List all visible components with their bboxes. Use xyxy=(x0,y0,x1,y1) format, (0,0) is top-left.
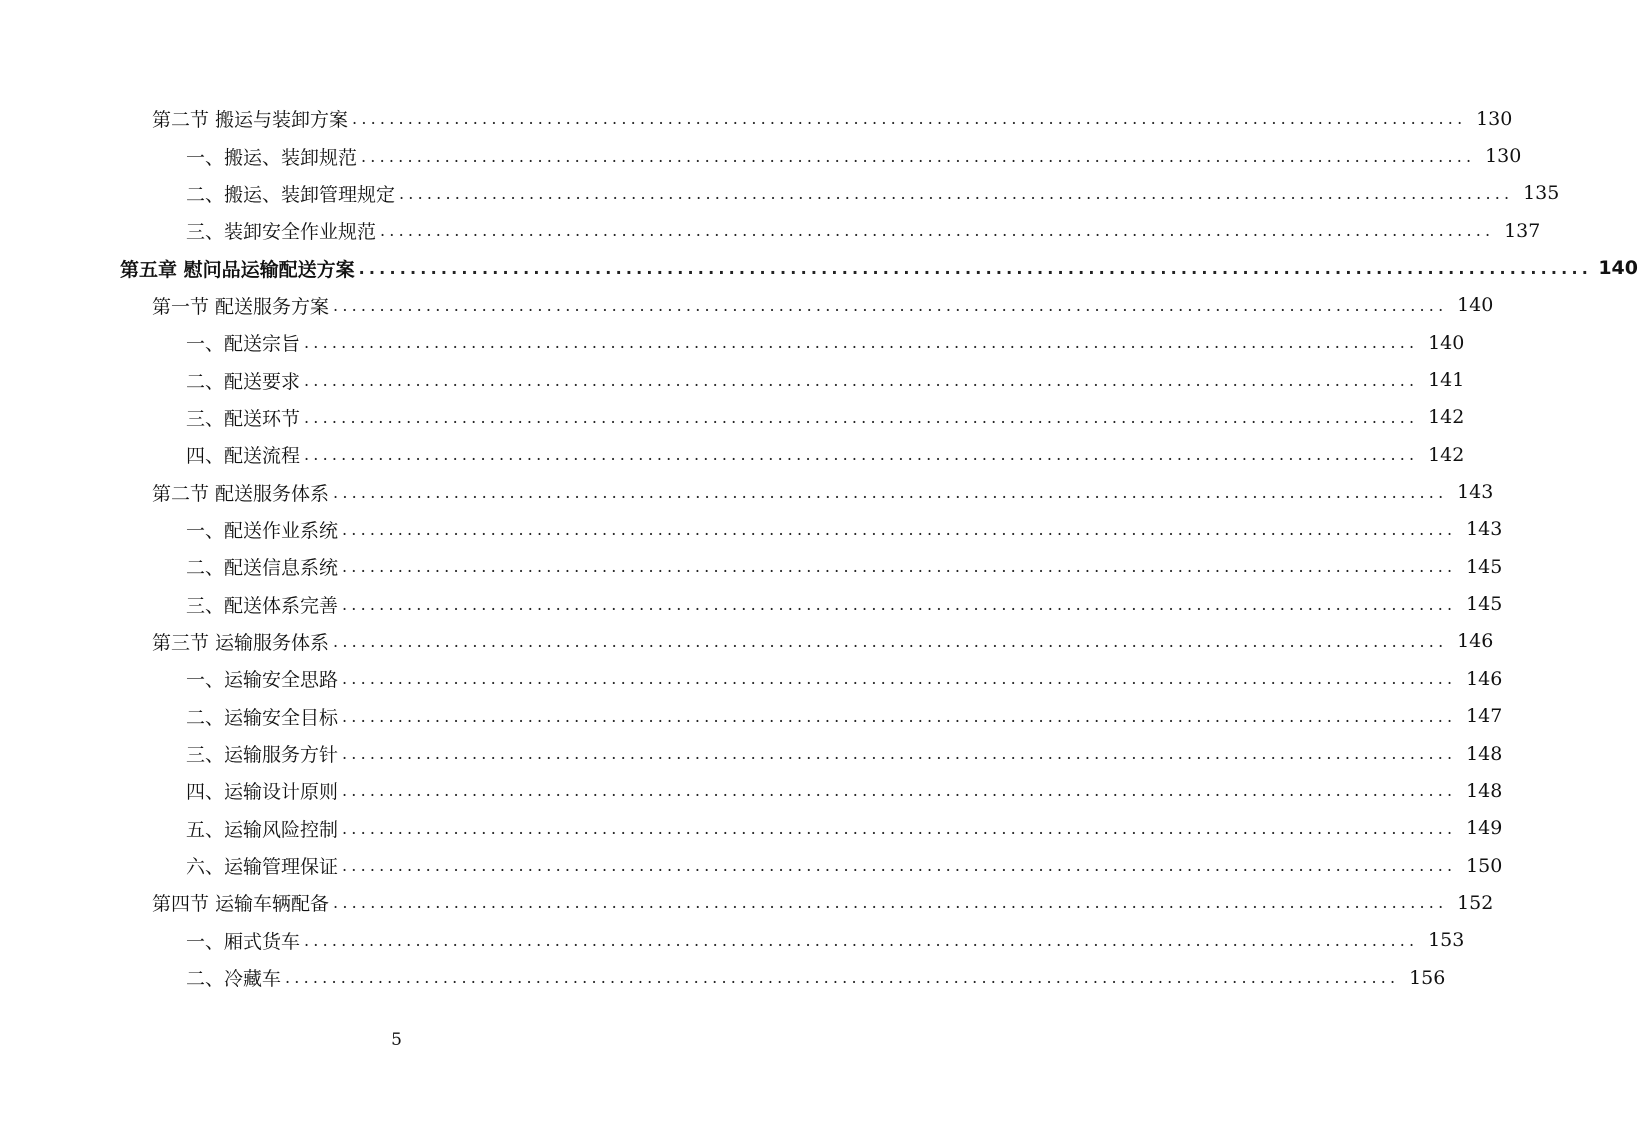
toc-entry-page: 146 xyxy=(1457,630,1494,653)
toc-entry[interactable] xyxy=(0,473,1494,510)
toc-dot-leader: ........................................................................................................................ xyxy=(380,221,1495,241)
toc-entry-page: 140 xyxy=(1598,257,1638,280)
toc-dot-leader: ........................................................................................................................ xyxy=(342,594,1457,614)
toc-entry[interactable] xyxy=(0,585,1503,622)
toc-dot-leader: ........................................................................................................................ xyxy=(333,893,1448,913)
toc-entry-page: 145 xyxy=(1466,555,1503,578)
toc-entry-title: 五、运输风险控制 xyxy=(186,818,339,841)
toc-entry-page: 148 xyxy=(1466,742,1503,765)
toc-entry-page: 145 xyxy=(1466,593,1503,616)
toc-entry-page: 149 xyxy=(1466,817,1503,840)
toc-entry-page: 143 xyxy=(1466,518,1503,541)
toc-entry-title: 一、配送宗旨 xyxy=(186,333,301,356)
toc-entry-title: 六、运输管理保证 xyxy=(186,856,339,879)
toc-entry[interactable] xyxy=(0,436,1465,473)
toc-dot-leader: ........................................................................................................................ xyxy=(304,930,1419,950)
toc-entry-page: 137 xyxy=(1504,219,1541,242)
toc-entry-title: 二、配送要求 xyxy=(186,370,301,393)
toc-entry-page: 140 xyxy=(1457,294,1494,317)
toc-entry-title: 二、运输安全目标 xyxy=(186,706,339,729)
toc-dot-leader: ........................................................................................................................ xyxy=(342,669,1457,689)
toc-entry-page: 156 xyxy=(1409,966,1446,989)
toc-entry[interactable] xyxy=(0,175,1560,212)
toc-entry[interactable] xyxy=(0,548,1503,585)
toc-entry-page: 153 xyxy=(1428,929,1465,952)
toc-entry[interactable] xyxy=(0,361,1465,398)
page-number: 5 xyxy=(391,1030,402,1050)
toc-entry-page: 143 xyxy=(1457,481,1494,504)
toc-entry-title: 一、运输安全思路 xyxy=(186,669,339,692)
toc-dot-leader: ........................................................................................................................ xyxy=(304,445,1419,465)
toc-entry[interactable] xyxy=(0,324,1465,361)
toc-dot-leader: ........................................................................................................................ xyxy=(342,781,1457,801)
toc-entry-page: 130 xyxy=(1476,107,1513,130)
toc-entry-page: 142 xyxy=(1428,443,1465,466)
toc-dot-leader: ........................................................................................................................ xyxy=(342,818,1457,838)
toc-entry-page: 141 xyxy=(1428,369,1465,392)
toc-entry-page: 148 xyxy=(1466,779,1503,802)
toc-dot-leader: ........................................................................................................................ xyxy=(399,183,1514,203)
toc-entry[interactable] xyxy=(0,847,1503,884)
toc-entry-title: 一、配送作业系统 xyxy=(186,519,339,542)
toc-dot-leader: ........................................................................................................................ xyxy=(285,968,1400,988)
toc-entry-page: 135 xyxy=(1523,182,1560,205)
toc-entry-title: 二、冷藏车 xyxy=(186,968,282,991)
toc-entry[interactable] xyxy=(0,810,1503,847)
toc-entry-title: 一、搬运、装卸规范 xyxy=(186,146,358,169)
toc-entry-page: 150 xyxy=(1466,854,1503,877)
toc-entry[interactable] xyxy=(0,698,1503,735)
toc-entry-title: 第一节 配送服务方案 xyxy=(152,295,330,318)
toc-entry[interactable] xyxy=(0,735,1503,772)
toc-entry[interactable] xyxy=(0,660,1503,697)
table-of-contents xyxy=(0,100,1638,996)
toc-entry-title: 第五章 慰问品运输配送方案 xyxy=(120,258,355,281)
toc-entry-page: 142 xyxy=(1428,406,1465,429)
toc-entry-title: 第四节 运输车辆配备 xyxy=(152,893,330,916)
toc-dot-leader: ........................................................................................................................ xyxy=(342,519,1457,539)
toc-dot-leader: ........................................................................................................................ xyxy=(342,856,1457,876)
toc-entry-title: 第三节 运输服务体系 xyxy=(152,631,330,654)
toc-entry-page: 140 xyxy=(1428,331,1465,354)
toc-dot-leader: ........................................................................................................................ xyxy=(304,407,1419,427)
toc-entry[interactable] xyxy=(0,287,1494,324)
toc-entry[interactable] xyxy=(0,100,1513,137)
toc-entry-title: 三、运输服务方针 xyxy=(186,744,339,767)
toc-dot-leader: ........................................................................................................................ xyxy=(352,109,1467,129)
toc-dot-leader: ........................................................................................................................ xyxy=(342,706,1457,726)
toc-entry-title: 四、配送流程 xyxy=(186,445,301,468)
toc-dot-leader: ........................................................................................................................ xyxy=(304,370,1419,390)
toc-entry[interactable] xyxy=(0,959,1446,996)
toc-dot-leader: ........................................................................................................................ xyxy=(342,744,1457,764)
toc-entry-page: 146 xyxy=(1466,667,1503,690)
toc-entry-title: 三、配送体系完善 xyxy=(186,594,339,617)
toc-dot-leader: ........................................................................................................................ xyxy=(342,557,1457,577)
toc-entry[interactable] xyxy=(0,212,1541,249)
toc-entry-title: 第二节 配送服务体系 xyxy=(152,482,330,505)
toc-entry-title: 二、配送信息系统 xyxy=(186,557,339,580)
toc-entry[interactable] xyxy=(0,772,1503,809)
toc-entry-title: 一、厢式货车 xyxy=(186,930,301,953)
toc-entry-title: 三、配送环节 xyxy=(186,407,301,430)
toc-dot-leader: ........................................................................................................................ xyxy=(304,333,1419,353)
toc-entry-title: 四、运输设计原则 xyxy=(186,781,339,804)
toc-dot-leader: ........................................................................................................................ xyxy=(333,482,1448,502)
toc-entry-title: 三、装卸安全作业规范 xyxy=(186,221,377,244)
toc-dot-leader: ........................................................................................................................ xyxy=(333,295,1448,315)
toc-entry-page: 147 xyxy=(1466,705,1503,728)
toc-entry[interactable] xyxy=(0,249,1638,286)
toc-dot-leader: ........................................................................................................................ xyxy=(333,631,1448,651)
toc-entry-page: 152 xyxy=(1457,891,1494,914)
toc-entry[interactable] xyxy=(0,399,1465,436)
toc-entry-title: 二、搬运、装卸管理规定 xyxy=(186,183,396,206)
toc-entry[interactable] xyxy=(0,511,1503,548)
toc-entry-page: 130 xyxy=(1485,145,1522,168)
toc-entry[interactable] xyxy=(0,884,1494,921)
toc-dot-leader: ........................................................................................................................ xyxy=(361,146,1476,166)
toc-entry[interactable] xyxy=(0,623,1494,660)
toc-entry[interactable] xyxy=(0,137,1522,174)
toc-entry[interactable] xyxy=(0,922,1465,959)
toc-dot-leader: ........................................................................................................................ xyxy=(358,258,1592,278)
toc-entry-title: 第二节 搬运与装卸方案 xyxy=(152,109,349,132)
